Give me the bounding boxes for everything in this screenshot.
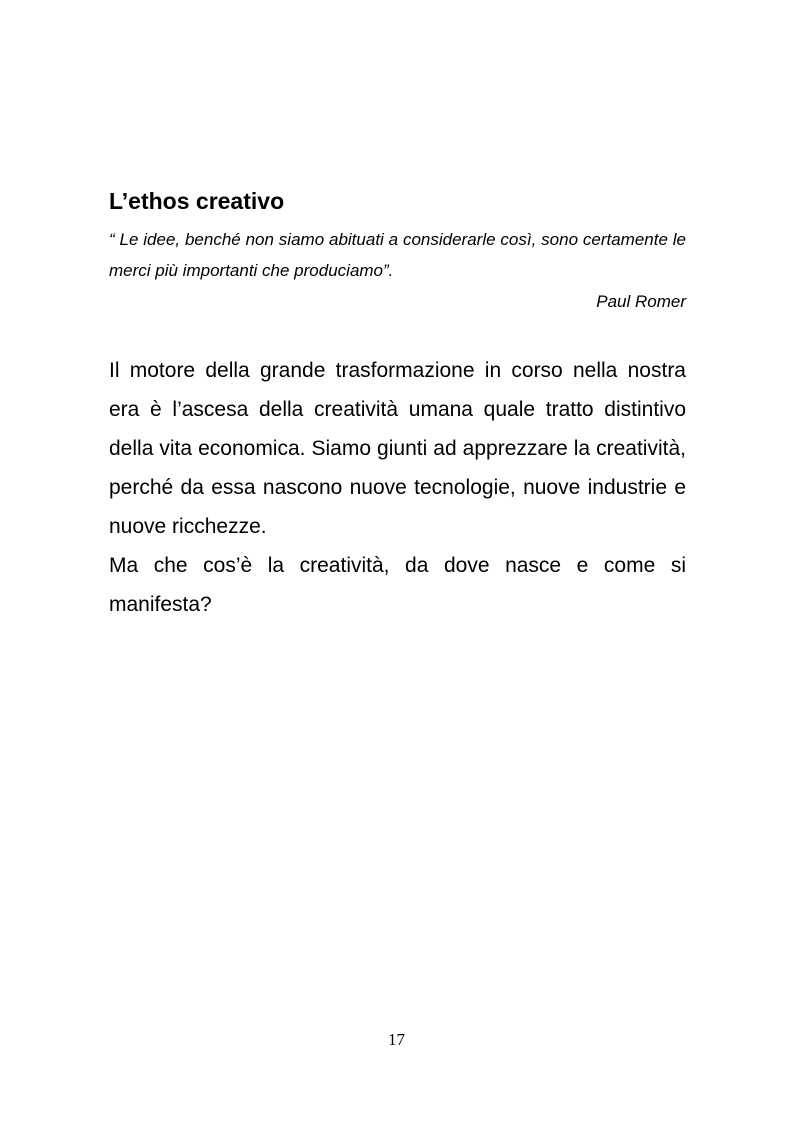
body-text (109, 351, 686, 624)
page-number: 17 (388, 1030, 405, 1049)
body-paragraph: Il motore della grande trasformazione in corso nella nostra era è l’ascesa della creatività umana quale tratto distintivo della vita economica. Siamo giunti ad apprezzare la creatività, perché da essa nascono nuove tecnologie, nuove industrie e nuove ricchezze. (109, 359, 686, 538)
epigraph-quote: “ Le idee, benché non siamo abituati a considerarle così, sono certamente le merci più importanti che produciamo”. (109, 230, 686, 280)
section-title: L’ethos creativo (109, 188, 285, 214)
epigraph-author: Paul Romer (596, 292, 686, 311)
page-content (109, 184, 686, 624)
body-paragraph: Ma che cos’è la creatività, da dove nasce e come si manifesta? (109, 554, 686, 616)
